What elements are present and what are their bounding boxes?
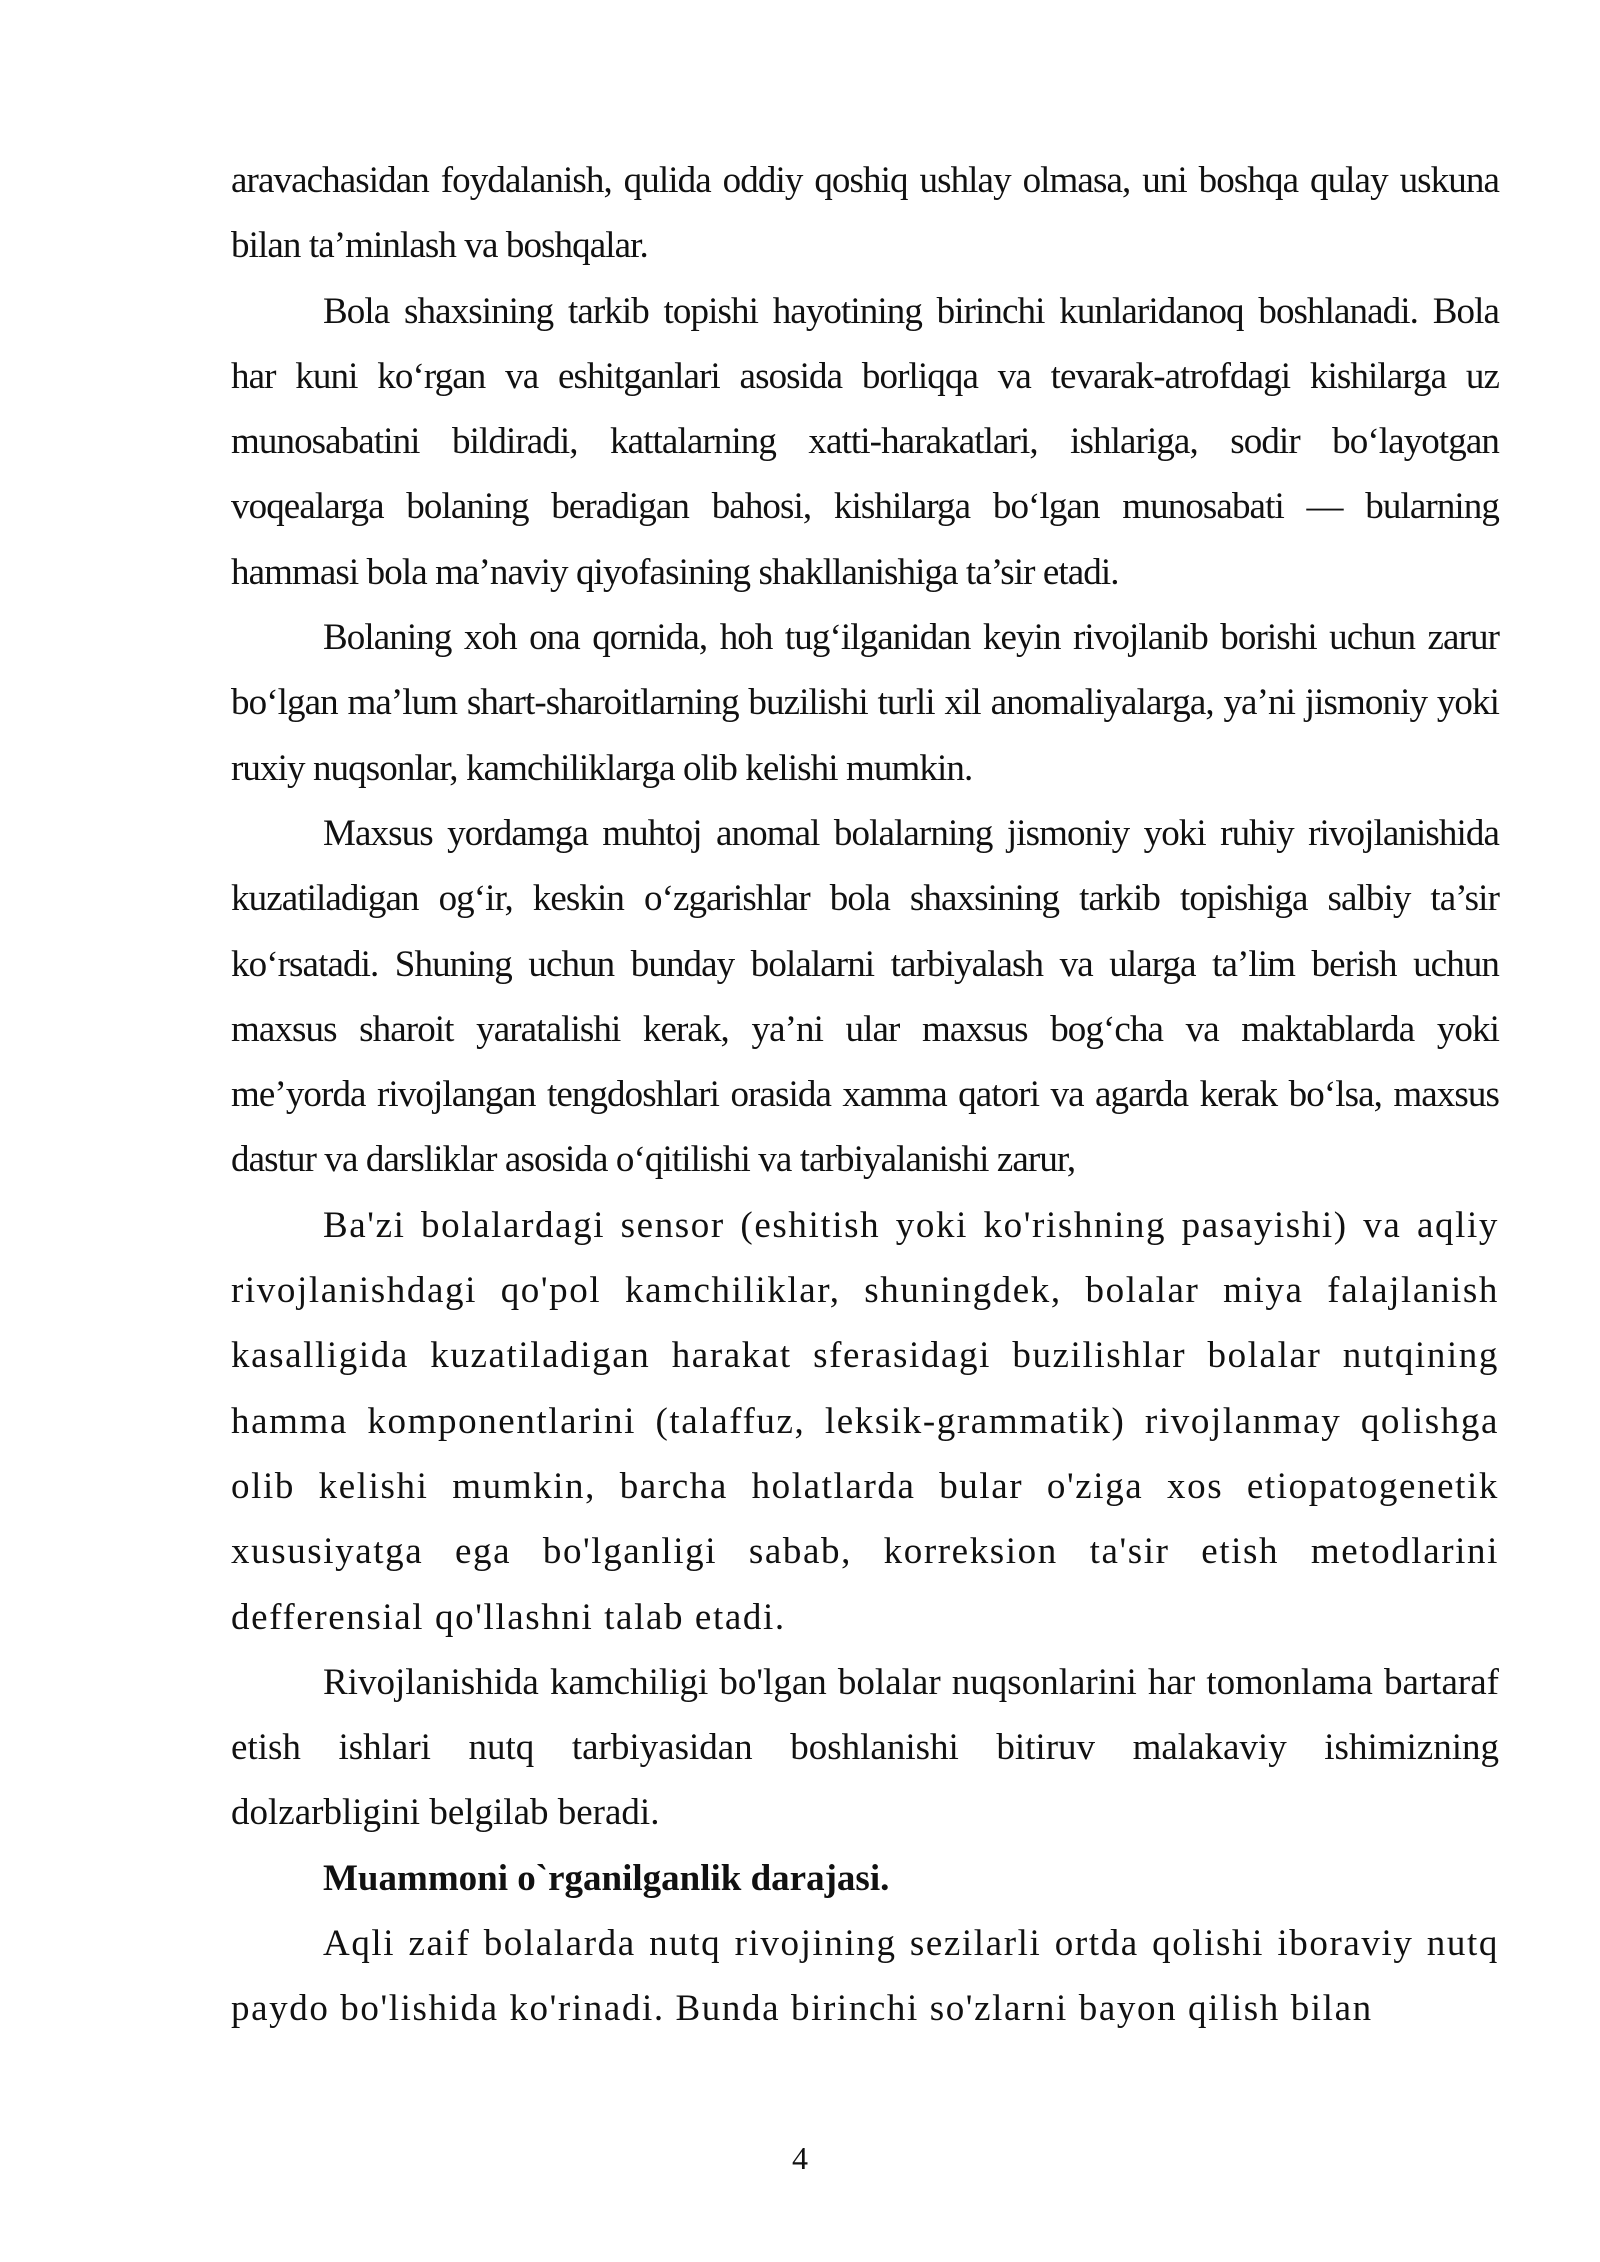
paragraph-special-needs: Maxsus yordamga muhtoj anomal bolalarning jismoniy yoki ruhiy rivojlanishida kuzatiladigan og‘ir, keskin o‘zgarishlar bola shaxsining tarkib topishiga salbiy ta’sir ko‘rsatadi. Shuning uchun bunday bolalarni tarbiyalash va ularga ta’lim berish uchun maxsus sharoit yaratalishi kerak, ya’ni ular maxsus bog‘cha va maktablarda yoki me’yorda rivojlangan tengdoshlari orasida xamma qatori va agarda kerak bo‘lsa, maxsus dastur va darsliklar asosida o‘qitilishi va tarbiyalanishi zarur, (231, 812, 1499, 1181)
paragraph-relevance: Rivojlanishida kamchiligi bo'lgan bolalar nuqsonlarini har tomonlama bartaraf etish ishlari nutq tarbiyasidan boshlanishi bitiruv malakaviy ishimizning dolzarbligini belgilab beradi. (231, 1661, 1499, 1834)
paragraph-speech-delay: Aqli zaif bolalarda nutq rivojining sezilarli ortda qolishi iboraviy nutq paydo bo'lishida ko'rinadi. Bunda birinchi so'zlarni bayon qilish bilan (231, 1923, 1499, 2030)
paragraph-personality-formation: Bola shaxsining tarkib topishi hayotining birinchi kunlaridanoq boshlanadi. Bola har kuni ko‘rgan va eshitganlari asosida borliqqa va tevarak-atrofdagi kishilarga uz munosabatini bildiradi, kattalarning xatti-harakatlari, ishlariga, sodir bo‘layotgan voqealarga bolaning beradigan bahosi, kishilarga bo‘lgan munosabati — bularning hammasi bola ma’naviy qiyofasining shakllanishiga ta’sir etadi. (231, 290, 1499, 593)
document-page (231, 148, 1499, 2042)
paragraph-sensor-defects: Ba'zi bolalardagi sensor (eshitish yoki ko'rishning pasayishi) va aqliy rivojlanishdagi qo'pol kamchiliklar, shuningdek, bolalar miya falajlanish kasalligida kuzatiladigan harakat sferasidagi buzilishlar bolalar nutqining hamma komponentlarini (talaffuz, leksik-grammatik) rivojlanmay qolishga olib kelishi mumkin, barcha holatlarda bular o'ziga xos etiopatogenetik xususiyatga ega bo'lganligi sabab, korreksion ta'sir etish metodlarini defferensial qo'llashni talab etadi. (231, 1204, 1499, 1638)
section-heading: Muammoni o`rganilganlik darajasi. (323, 1857, 890, 1899)
paragraph-anomalies: Bolaning xoh ona qornida, hoh tug‘ilganidan keyin rivojlanib borishi uchun zarur bo‘lgan ma’lum shart-sharoitlarning buzilishi turli xil anomaliyalarga, ya’ni jismoniy yoki ruxiy nuqsonlar, kamchiliklarga olib kelishi mumkin. (231, 617, 1499, 789)
paragraph-continuation: aravachasidan foydalanish, qulida oddiy qoshiq ushlay olmasa, uni boshqa qulay uskuna bilan ta’minlash va boshqalar. (231, 160, 1499, 267)
page-number: 4 (792, 2140, 808, 2176)
